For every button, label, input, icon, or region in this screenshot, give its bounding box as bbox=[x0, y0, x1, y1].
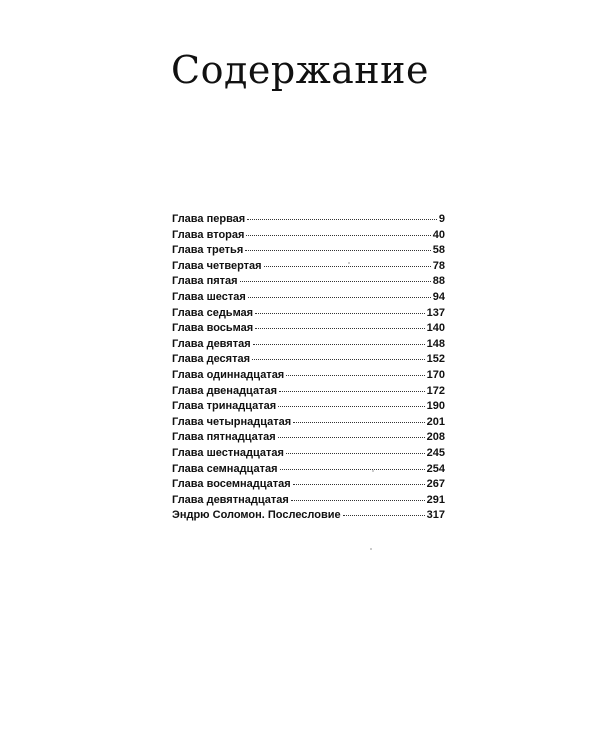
toc-entry-page: 190 bbox=[426, 400, 445, 413]
toc-entry-page: 170 bbox=[426, 368, 445, 381]
toc-entry-page: 208 bbox=[426, 431, 445, 444]
toc-entry-page: 9 bbox=[438, 213, 445, 225]
toc-entry-page: 152 bbox=[426, 353, 445, 366]
toc-entry bbox=[172, 431, 445, 447]
toc-entry-label: Глава шестая bbox=[172, 290, 246, 303]
toc-entry-page: 40 bbox=[432, 228, 445, 241]
toc-entry-label: Глава девятнадцатая bbox=[172, 493, 289, 506]
dot-leader bbox=[240, 281, 431, 282]
toc-entry-page: 88 bbox=[432, 275, 445, 288]
dot-leader bbox=[252, 359, 425, 360]
toc-entry-label: Глава одиннадцатая bbox=[172, 368, 285, 381]
toc-entry-page: 58 bbox=[432, 244, 445, 257]
toc-entry-page: 78 bbox=[432, 259, 445, 272]
toc-entry-label: Глава седьмая bbox=[172, 306, 254, 319]
dot-leader bbox=[264, 266, 431, 267]
dot-leader bbox=[255, 328, 424, 329]
toc-entry-label: Глава девятая bbox=[172, 337, 251, 350]
toc-entry bbox=[172, 447, 445, 463]
toc-entry-page: 148 bbox=[426, 337, 445, 350]
toc-entry bbox=[172, 463, 445, 479]
toc-entry-label: Глава двенадцатая bbox=[172, 384, 277, 397]
dot-leader bbox=[245, 250, 431, 251]
toc-entry-label: Глава вторая bbox=[172, 228, 245, 241]
toc-entry-page: 267 bbox=[426, 478, 445, 491]
toc-entry bbox=[172, 275, 445, 291]
toc-entry bbox=[172, 229, 445, 245]
toc-entry-label: Глава третья bbox=[172, 244, 244, 257]
toc-entry bbox=[172, 509, 445, 525]
toc-entry bbox=[172, 213, 445, 229]
toc-entry-page: 245 bbox=[426, 446, 445, 459]
toc-entry-label: Глава первая bbox=[172, 213, 246, 225]
paper-speck bbox=[348, 262, 350, 264]
toc-entry-label: Глава пятая bbox=[172, 275, 238, 288]
toc-entry bbox=[172, 291, 445, 307]
dot-leader bbox=[286, 375, 424, 376]
toc-entry-label: Глава семнадцатая bbox=[172, 462, 278, 475]
toc-entry-label: Глава четырнадцатая bbox=[172, 415, 292, 428]
toc-entry bbox=[172, 494, 445, 510]
toc-entry-label: Глава тринадцатая bbox=[172, 400, 277, 413]
dot-leader bbox=[343, 515, 425, 516]
toc-entry-page: 172 bbox=[426, 384, 445, 397]
toc-entry bbox=[172, 260, 445, 276]
paper-speck bbox=[372, 470, 374, 472]
toc-entry-page: 317 bbox=[426, 509, 445, 522]
dot-leader bbox=[253, 344, 425, 345]
toc-entry bbox=[172, 307, 445, 323]
dot-leader bbox=[248, 297, 431, 298]
dot-leader bbox=[293, 484, 425, 485]
toc-entry-page: 291 bbox=[426, 493, 445, 506]
dot-leader bbox=[246, 235, 430, 236]
toc-entry-label: Глава десятая bbox=[172, 353, 250, 366]
table-of-contents bbox=[172, 213, 445, 525]
toc-entry bbox=[172, 385, 445, 401]
toc-entry bbox=[172, 369, 445, 385]
toc-entry-page: 140 bbox=[426, 322, 445, 335]
toc-entry-page: 94 bbox=[432, 290, 445, 303]
dot-leader bbox=[279, 391, 425, 392]
toc-entry-label: Глава пятнадцатая bbox=[172, 431, 276, 444]
toc-entry-label: Глава шестнадцатая bbox=[172, 446, 284, 459]
page-title: Содержание bbox=[171, 48, 429, 92]
dot-leader bbox=[286, 453, 425, 454]
dot-leader bbox=[278, 437, 425, 438]
dot-leader bbox=[247, 219, 437, 220]
toc-entry bbox=[172, 244, 445, 260]
dot-leader bbox=[280, 469, 425, 470]
paper-speck bbox=[370, 548, 372, 550]
toc-entry bbox=[172, 338, 445, 354]
toc-entry bbox=[172, 416, 445, 432]
dot-leader bbox=[255, 313, 425, 314]
toc-entry-label: Глава четвертая bbox=[172, 259, 262, 272]
toc-entry bbox=[172, 478, 445, 494]
toc-entry-page: 201 bbox=[426, 415, 445, 428]
toc-entry-label: Глава восемнадцатая bbox=[172, 478, 291, 491]
toc-entry-label: Глава восьмая bbox=[172, 322, 254, 335]
toc-entry-page: 254 bbox=[426, 462, 445, 475]
dot-leader bbox=[293, 422, 425, 423]
toc-entry bbox=[172, 322, 445, 338]
toc-entry-page: 137 bbox=[426, 306, 445, 319]
dot-leader bbox=[278, 406, 425, 407]
toc-entry bbox=[172, 353, 445, 369]
toc-entry bbox=[172, 400, 445, 416]
dot-leader bbox=[291, 500, 425, 501]
toc-entry-label: Эндрю Соломон. Послесловие bbox=[172, 509, 341, 522]
